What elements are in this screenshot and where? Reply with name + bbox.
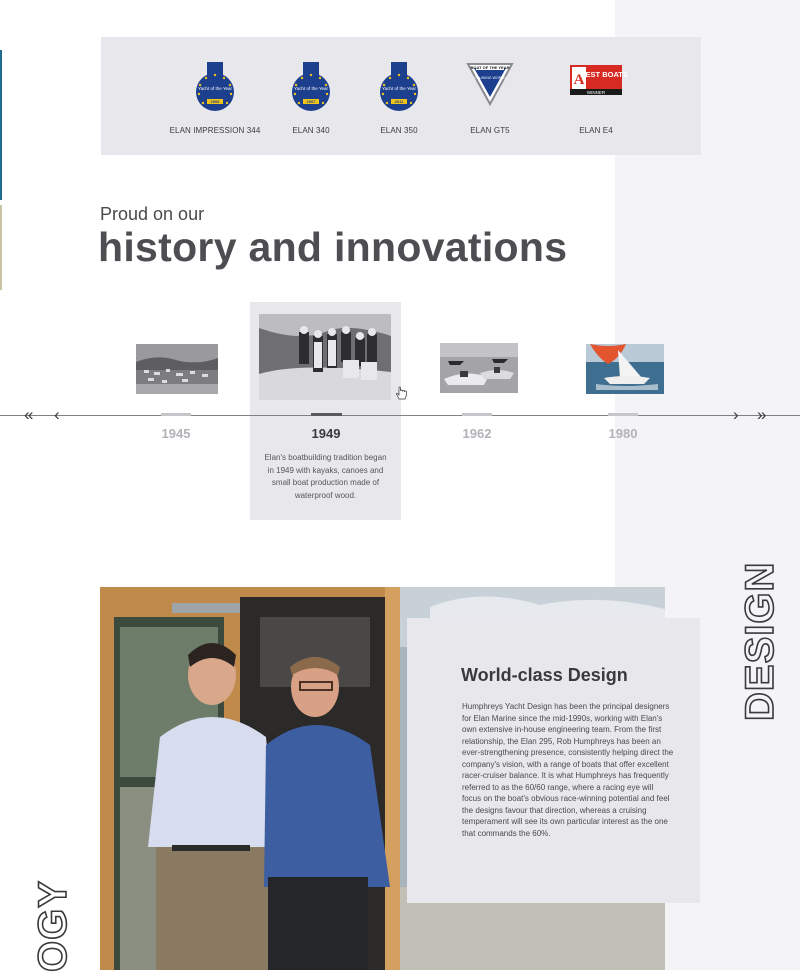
timeline-tick xyxy=(608,413,638,416)
timeline-thumb-1962[interactable] xyxy=(440,343,518,398)
design-side-label xyxy=(739,535,781,730)
timeline-year[interactable]: 1945 xyxy=(161,426,191,441)
design-title: World-class Design xyxy=(461,665,628,685)
emblem-top-text: BEST BOATS xyxy=(580,70,628,79)
best-boats-award-icon xyxy=(541,62,651,120)
left-edge-strip-secondary xyxy=(0,205,2,290)
left-edge-strip xyxy=(0,50,2,200)
timeline-last-button[interactable]: » xyxy=(757,405,767,424)
timeline-line xyxy=(0,415,800,416)
award-label: ELAN GT5 xyxy=(470,126,510,135)
award-item[interactable] xyxy=(541,62,651,135)
emblem-top-text: BOAT OF THE YEAR xyxy=(470,65,510,70)
boat-of-the-year-cruising-world-icon xyxy=(435,62,545,120)
timeline-year-active[interactable]: 1949 xyxy=(311,426,341,441)
award-label: ELAN 340 xyxy=(292,126,330,135)
emblem-mid-text: CRUISING WORLD xyxy=(474,76,506,80)
timeline-year[interactable]: 1980 xyxy=(608,426,638,441)
technology-side-label xyxy=(30,880,75,975)
history-title: history and innovations xyxy=(98,224,568,270)
emblem-banner-text: Yacht of the Year xyxy=(382,86,416,91)
emblem-year: 2007 xyxy=(306,99,316,104)
award-label: ELAN IMPRESSION 344 xyxy=(169,126,261,135)
design-body: Humphreys Yacht Design has been the principal designers for Elan Marine since the mid-1990s, working with Elan's own extensive in-house engineering team. From the first relationship, the Elan 295, Rob Humphreys has been an ever-strengthening presence, consistently helping direct the company's vision, with a range of boats that offer excellent racer-cruiser balance. It is what Humphreys has frequently referred to as the 60/60 range, where a racing eye will focus on the boat's obvious race-winning potential and feel the designs favour that direction, whereas a cruising temperament will see its own particular interest as the one that commands the 60%. xyxy=(462,702,674,838)
emblem-year: 2011 xyxy=(394,99,404,104)
emblem-bottom-text: WINNER xyxy=(586,90,606,95)
timeline-next-button[interactable]: › xyxy=(733,405,739,424)
emblem-banner-text: Yacht of the Year xyxy=(198,86,232,91)
emblem-year: 2006 xyxy=(210,99,220,104)
timeline-tick-active xyxy=(311,413,342,416)
timeline-year[interactable]: 1962 xyxy=(462,426,492,441)
award-label: ELAN E4 xyxy=(579,126,613,135)
history-subtitle: Proud on our xyxy=(100,204,205,224)
award-label: ELAN 350 xyxy=(380,126,418,135)
emblem-banner-text: Yacht of the Year xyxy=(294,86,328,91)
timeline-thumb-1980[interactable] xyxy=(586,344,664,399)
technology-side-text: OGY xyxy=(31,880,75,972)
timeline-thumb-1949[interactable] xyxy=(259,314,391,405)
timeline-description: Elan's boatbuilding tradition began in 1949 with kayaks, canoes and small boat production made of waterproof wood. xyxy=(264,453,387,500)
timeline-first-button[interactable]: « xyxy=(24,405,34,424)
timeline-prev-button[interactable]: ‹ xyxy=(54,405,60,424)
timeline-thumb-1945[interactable] xyxy=(136,344,218,399)
timeline-tick xyxy=(462,413,492,416)
hand-cursor-icon xyxy=(396,387,408,406)
timeline-tick xyxy=(161,413,191,416)
award-item[interactable] xyxy=(160,62,270,135)
award-item[interactable] xyxy=(435,62,545,135)
awards-panel xyxy=(101,37,701,155)
svg-text:A: A xyxy=(573,72,585,88)
european-yacht-of-the-year-icon xyxy=(160,62,270,120)
design-side-text: DESIGN xyxy=(738,561,782,721)
